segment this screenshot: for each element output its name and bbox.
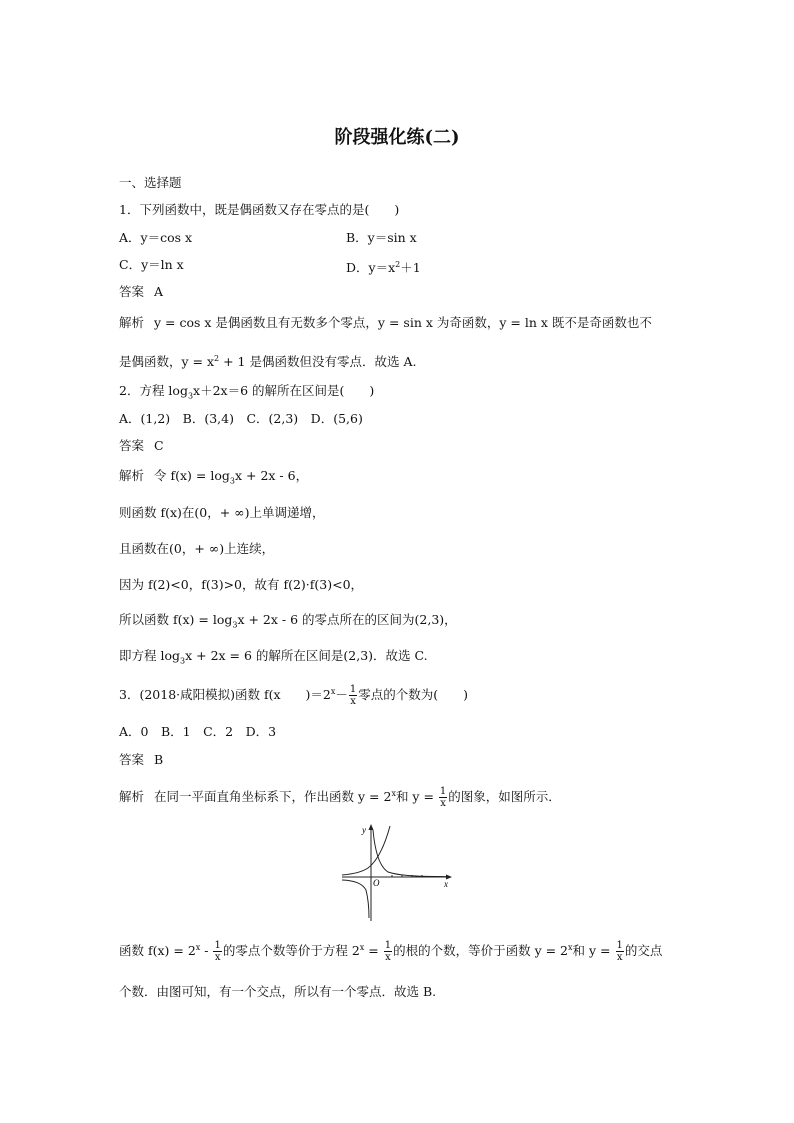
q3-answer: 答案 B bbox=[119, 752, 164, 767]
reciprocal-curve-right bbox=[373, 830, 446, 877]
q2-analysis-line1: 解析 令 $f(x) = \log_3x + 2x - 6$， bbox=[119, 468, 309, 486]
function-graph bbox=[340, 822, 455, 924]
q1-analysis-line2: 是偶函数，$y = x^2 + 1$ 是偶函数但没有零点．故选 A. bbox=[119, 354, 417, 370]
q3-analysis-line1: 解析 在同一平面直角坐标系下，作出函数 $y = 2^x$和 y = $\frac{1}{x}$ 的图象，如图所示． bbox=[119, 786, 561, 810]
q3-analysis-line2: 函数 $f(x) = 2^x$ - $\frac{1}{x}$ 的零点个数等价于方程 $2^x$ = $\frac{1}{x}$ 的根的个数，等价于函数 $y = 2^x$和 y = $\frac{1}{x}$ 的交点 bbox=[119, 940, 663, 964]
y-axis-arrow bbox=[369, 824, 374, 830]
origin-label: O bbox=[373, 878, 380, 888]
q1-answer: 答案 A bbox=[119, 284, 164, 299]
section-heading: 一、选择题 bbox=[119, 175, 182, 190]
q1-option-d: D．$y=x^2+1$ bbox=[346, 260, 421, 276]
q1-analysis-line1: 解析 y = cos x 是偶函数且有无数多个零点，y = sin x 为奇函数，y = ln x 既不是奇函数也不 bbox=[119, 315, 652, 330]
q2-answer: 答案 C bbox=[119, 438, 164, 453]
q2-analysis-line6: 即方程 $\log_3x + 2x = 6$ 的解所在区间是(2,3)．故选 C. bbox=[119, 648, 428, 666]
q3-options: A．0 B．1 C．2 D．3 bbox=[119, 724, 277, 739]
q2-options: A．(1,2) B．(3,4) C．(2,3) D．(5,6) bbox=[119, 411, 363, 426]
q1-option-c: C．y＝ln x bbox=[119, 257, 184, 272]
page-title: 阶段强化练(二) bbox=[334, 127, 460, 148]
reciprocal-curve-left bbox=[342, 880, 369, 918]
q2-analysis-line2: 则函数 f(x)在(0，+ ∞)上单调递增， bbox=[119, 505, 325, 520]
q2-analysis-line4: 因为 f(2)<0，f(3)>0，故有 f(2)·f(3)<0， bbox=[119, 577, 364, 592]
y-axis-label: y bbox=[362, 825, 366, 835]
q1-option-a: A．y＝cos x bbox=[119, 230, 193, 245]
q1-option-b: B．y＝sin x bbox=[346, 230, 417, 245]
q3-stem: 3．(2018·咸阳模拟)函数 f(x )$=2^x-$ $\frac{1}{x}$ 零点的个数为( ) bbox=[119, 684, 469, 708]
q3-analysis-line3: 个数．由图可知，有一个交点，所以有一个零点．故选 B. bbox=[119, 984, 437, 999]
q3-stem-fraction: $\frac{1}{x}$ bbox=[349, 684, 357, 708]
q2-stem: 2．方程 $\log_3x+2x=6$ 的解所在区间是( ) bbox=[119, 383, 375, 401]
q1-stem: 1．下列函数中，既是偶函数又存在零点的是( ) bbox=[119, 202, 400, 217]
q2-analysis-line3: 且函数在(0，+ ∞)上连续， bbox=[119, 541, 275, 556]
q2-analysis-line5: 所以函数 $f(x) = \log_3x + 2x - 6$ 的零点所在的区间为(2,3)， bbox=[119, 612, 457, 630]
x-axis-label: x bbox=[444, 879, 448, 889]
q3-line1-fraction: $\frac{1}{x}$ bbox=[439, 786, 447, 810]
